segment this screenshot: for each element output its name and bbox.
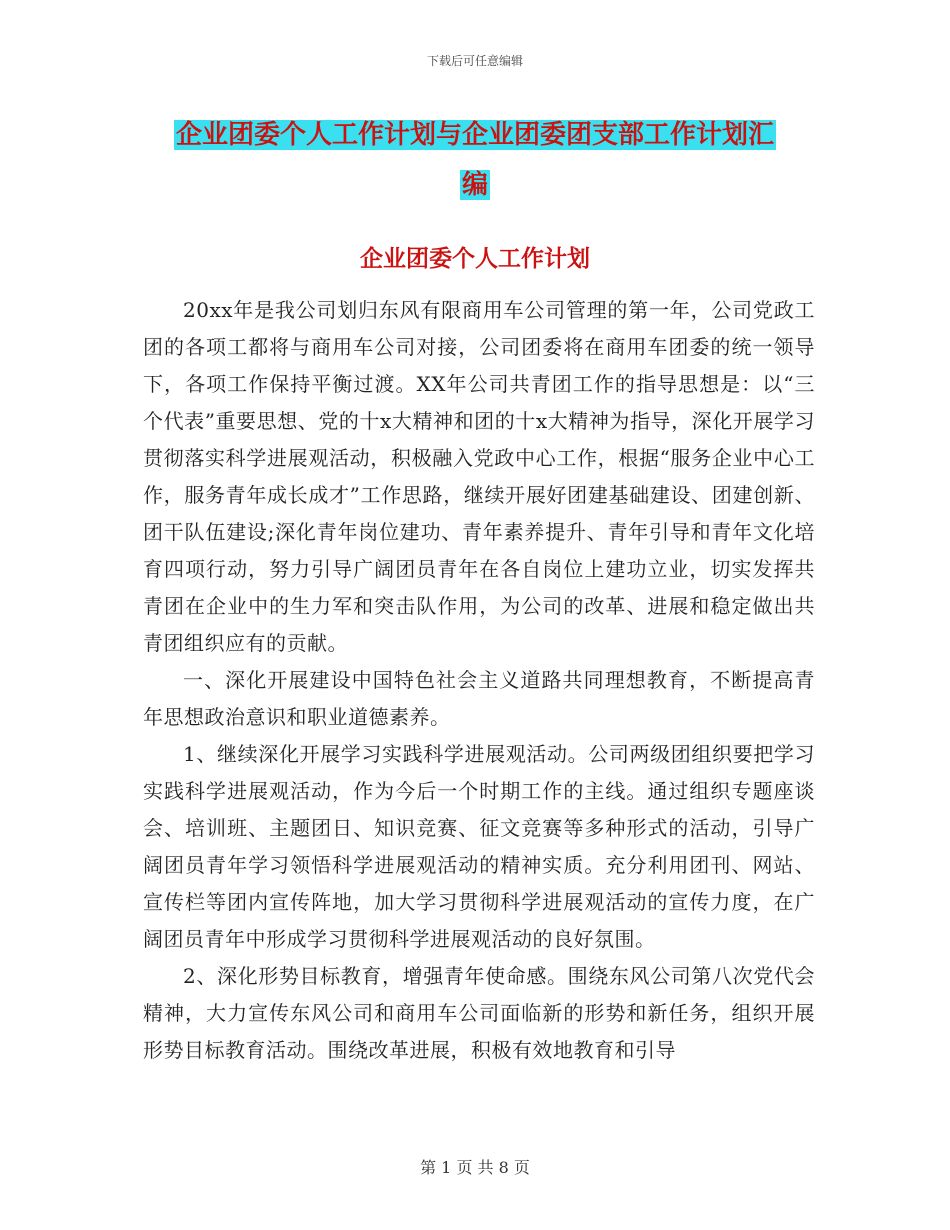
- document-title: [140, 110, 810, 210]
- paragraph-item-1: 1、继续深化开展学习实践科学进展观活动。公司两级团组织要把学习实践科学进展观活动，作为今后一个时期工作的主线。通过组织专题座谈会、培训班、主题团日、知识竞赛、征文竞赛等多种形式的活动，引导广阔团员青年学习领悟科学进展观活动的精神实质。充分利用团刊、网站、宣传栏等团内宣传阵地，加大学习贯彻科学进展观活动的宣传力度，在广阔团员青年中形成学习贯彻科学进展观活动的良好氛围。: [143, 742, 815, 951]
- paragraph-intro: 20xx年是我公司划归东风有限商用车公司管理的第一年，公司党政工团的各项工都将与商用车公司对接，公司团委将在商用车团委的统一领导下，各项工作保持平衡过渡。XX年公司共青团工作的指导思想是：以“三个代表”重要思想、党的十x大精神和团的十x大精神为指导，深化开展学习贯彻落实科学进展观活动，积极融入党政中心工作，根据“服务企业中心工作，服务青年成长成才”工作思路，继续开展好团建基础建设、团建创新、团干队伍建设;深化青年岗位建功、青年素养提升、青年引导和青年文化培育四项行动，努力引导广阔团员青年在各自岗位上建功立业，切实发挥共青团在企业中的生力军和突击队作用，为公司的改革、进展和稳定做出共青团组织应有的贡献。: [143, 298, 815, 655]
- body-content: [143, 292, 815, 1069]
- paragraph-item-2: 2、深化形势目标教育，增强青年使命感。围绕东风公司第八次党代会精神，大力宣传东风公司和商用车公司面临新的形势和新任务，组织开展形势目标教育活动。围绕改革进展，积极有效地教育和引导: [143, 964, 815, 1062]
- document-title-line2: 编: [461, 170, 488, 200]
- paragraph-heading-one: 一、深化开展建设中国特色社会主义道路共同理想教育，不断提高青年思想政治意识和职业道德素养。: [143, 668, 815, 729]
- document-title-line1: 企业团委个人工作计划与企业团委团支部工作计划汇: [175, 120, 774, 150]
- section-title: 企业团委个人工作计划: [360, 246, 590, 272]
- header-note: 下载后可任意编辑: [426, 54, 523, 68]
- page-footer: 第 1 页 共 8 页: [420, 1158, 530, 1177]
